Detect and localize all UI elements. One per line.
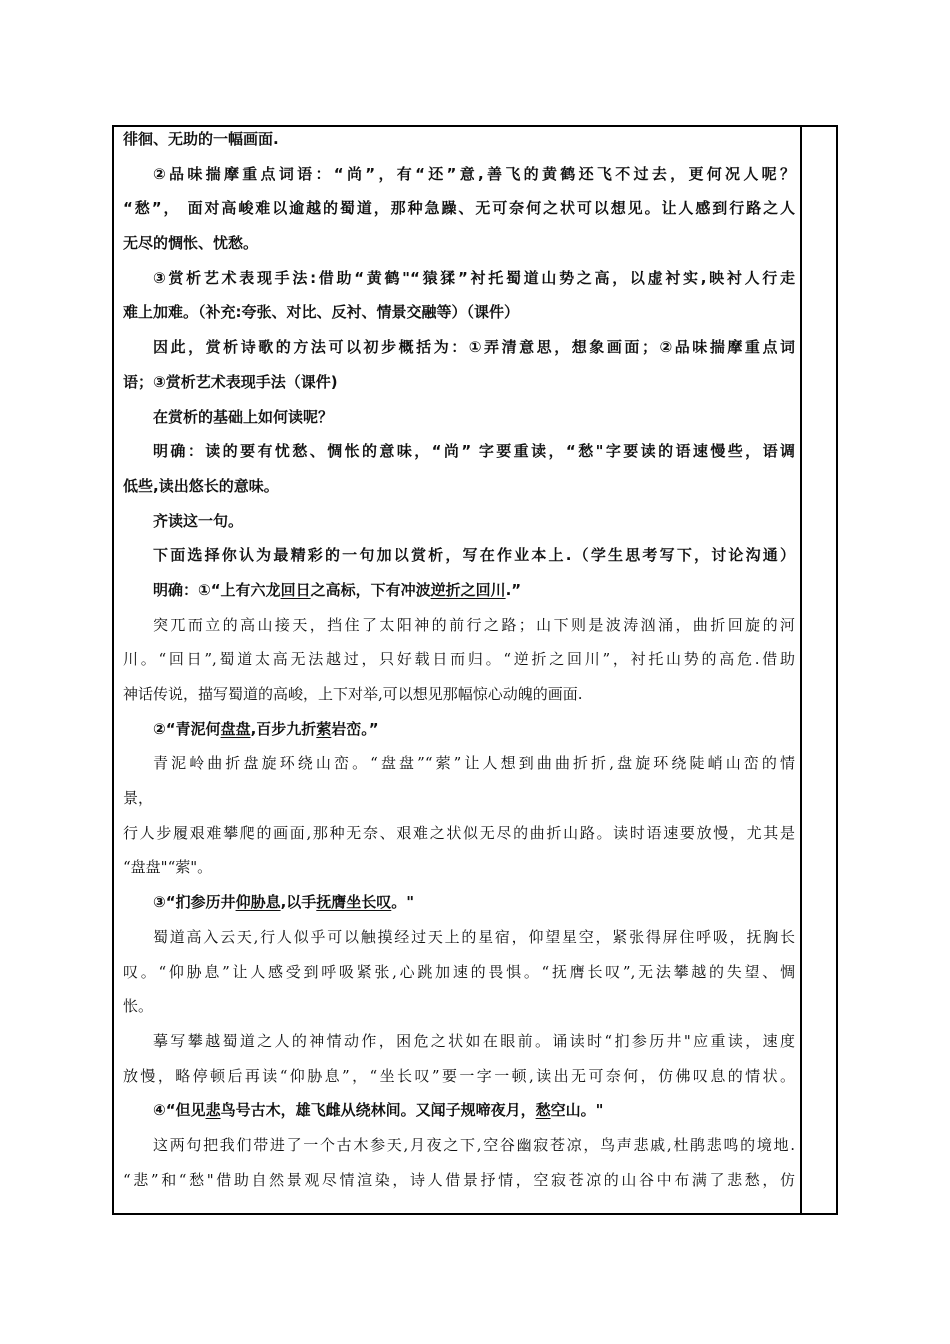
text-line: 低些,读出悠长的意味。 — [123, 476, 279, 495]
text-line: 放慢，略停顿后再读“仰胁息”，“坐长叹”要一字一顿,读出无可奈何，仿佛叹息的情状。 — [123, 1066, 795, 1085]
text-line: 行人步履艰难攀爬的画面,那种无奈、艰难之状似无尽的曲折山路。读时语速要放慢，尤其是 — [123, 823, 795, 842]
document-body — [123, 122, 795, 1197]
verse-text: 空山。" — [550, 1101, 604, 1120]
underlined-word: 悲 — [205, 1101, 221, 1120]
text-line: “愁”， 面对高峻难以逾越的蜀道，那种急躁、无可奈何之状可以想见。让人感到行路之人 — [123, 199, 795, 218]
text-line: 摹写攀越蜀道之人的神情动作，困危之状如在眼前。诵读时“扪参历井"应重读，速度 — [153, 1031, 795, 1050]
text-line: 突兀而立的高山接天，挡住了太阳神的前行之路；山下则是波涛汹涌，曲折回旋的河 — [153, 615, 795, 634]
underlined-word: 愁 — [535, 1101, 551, 1120]
text-line: 难上加难。（补充:夸张、对比、反衬、情景交融等）（课件） — [123, 303, 520, 322]
underlined-word: 盘盘 — [220, 719, 251, 738]
text-line: 语；③赏析艺术表现手法（课件) — [123, 372, 338, 391]
text-line: 蜀道高入云天,行人似乎可以触摸经过天上的星宿，仰望星空，紧张得屏住呼吸，抚胸长 — [153, 927, 795, 946]
verse-text: 明确：①“上有六龙 — [153, 580, 281, 599]
underlined-word: 回日 — [280, 580, 311, 599]
verse-text: ②“青泥何 — [153, 719, 221, 738]
text-line: “悲”和“愁"借助自然景观尽情渲染，诗人借景抒情，空寂苍凉的山谷中布满了悲愁，仿 — [123, 1170, 795, 1189]
text-line: 怅。 — [123, 997, 154, 1016]
text-line: 因此，赏析诗歌的方法可以初步概括为：①弄清意思，想象画面；②品味揣摩重点词 — [153, 338, 795, 357]
underlined-word: 抚膺坐长叹 — [316, 893, 392, 912]
text-line: ③赏析艺术表现手法:借助“黄鹤"“猿猱”衬托蜀道山势之高，以虚衬实,映衬人行走 — [153, 268, 795, 287]
text-line: 明确：读的要有忧愁、惆怅的意味，“尚” 字要重读，“愁"字要读的语速慢些，语调 — [153, 442, 795, 461]
text-line: 下面选择你认为最精彩的一句加以赏析，写在作业本上.（学生思考写下，讨论沟通） — [153, 546, 795, 565]
text-line: 无尽的惆怅、忧愁。 — [123, 234, 259, 253]
table-column-divider — [800, 125, 802, 1215]
text-line: 景， — [123, 789, 154, 808]
verse-text: ④“但见 — [153, 1101, 206, 1120]
text-line: ②品味揣摩重点词语：“尚”，有“还”意,善飞的黄鹤还飞不过去，更何况人呢？ — [153, 164, 795, 183]
verse-text: 岩峦。” — [331, 719, 379, 738]
verse-text: 之高标，下有冲波 — [310, 580, 431, 599]
quoted-verse-line — [123, 712, 795, 747]
underlined-word: 仰胁息 — [235, 893, 281, 912]
verse-text: 鸟号古木，雄飞雌从绕林间。又闻子规啼夜月， — [220, 1101, 536, 1120]
text-line: 这两句把我们带进了一个古木参天,月夜之下,空谷幽寂苍凉，鸟声悲戚,杜鹃悲鸣的境地. — [153, 1135, 795, 1154]
text-line: 神话传说，描写蜀道的高峻，上下对举,可以想见那幅惊心动魄的画面. — [123, 685, 583, 703]
text-line: 徘徊、无助的一幅画面. — [123, 130, 279, 148]
verse-text: ③“扪参历井 — [153, 893, 236, 912]
text-line: 在赏析的基础上如何读呢？ — [153, 407, 334, 426]
verse-text: .” — [505, 580, 522, 599]
verse-text: 。" — [391, 893, 415, 912]
text-line: 川。“回日”,蜀道太高无法越过，只好载日而归。“逆折之回川”，衬托山势的高危.借助 — [123, 650, 795, 669]
quoted-verse-line — [123, 1093, 795, 1128]
verse-text: ,百步九折 — [250, 719, 317, 738]
text-line: “盘盘"“萦"。 — [123, 858, 213, 877]
text-line: 青泥岭曲折盘旋环绕山峦。“盘盘”“萦”让人想到曲曲折折,盘旋环绕陡峭山峦的情 — [153, 754, 795, 773]
text-line: 齐读这一句。 — [153, 511, 244, 530]
underlined-word: 逆折之回川 — [430, 580, 506, 599]
underlined-word: 萦 — [316, 719, 332, 738]
quoted-verse-line — [123, 885, 795, 920]
text-line: 叹。“仰胁息”让人感受到呼吸紧张,心跳加速的畏惧。“抚膺长叹”,无法攀越的失望、惆 — [123, 962, 795, 981]
verse-text: ,以手 — [280, 893, 317, 912]
quoted-verse-line — [123, 573, 795, 608]
